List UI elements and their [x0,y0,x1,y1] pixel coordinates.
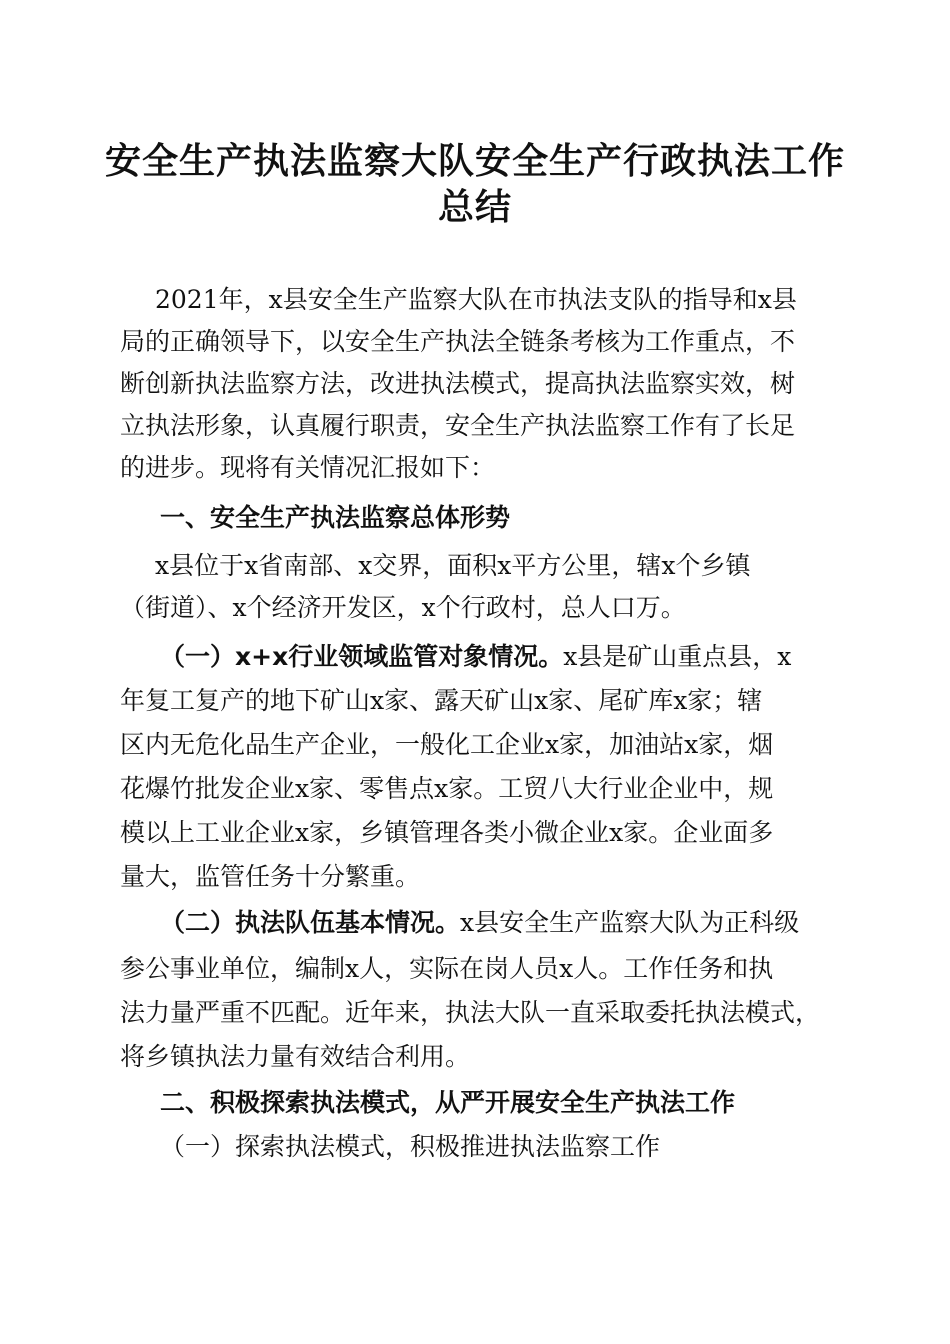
sub-1-line: 年复工复产的地下矿山x家、露天矿山x家、尾矿库x家；辖 [120,686,763,715]
sub-2-lead: （二）执法队伍基本情况。 [160,908,461,937]
intro-line: 断创新执法监察方法，改进执法模式，提高执法监察实效，树 [120,369,796,398]
sub-2-first-line [160,906,799,940]
intro-line: 2021年，x县安全生产监察大队在市执法支队的指导和x县 [155,285,797,314]
section-2-heading: 二、积极探索执法模式，从严开展安全生产执法工作 [160,1088,736,1117]
sub-1-line: 区内无危化品生产企业，一般化工企业x家，加油站x家，烟 [120,730,774,759]
sub-1-line: 模以上工业企业x家，乡镇管理各类小微企业x家。企业面多 [120,818,774,847]
document-title-line-1: 安全生产执法监察大队安全生产行政执法工作 [104,141,845,182]
document-title-line-2: 总结 [437,187,512,228]
sub-1-first-line [160,640,791,674]
sub-1-line: 花爆竹批发企业x家、零售点x家。工贸八大行业企业中，规 [120,774,774,803]
section-1-line: （街道）、x个经济开发区，x个行政村，总人口万。 [120,593,686,622]
sub-1-lead: （一）x+x行业领域监管对象情况。 [160,642,564,671]
section-2-sub-heading: （一）探索执法模式，积极推进执法监察工作 [160,1132,661,1161]
intro-line: 局的正确领导下，以安全生产执法全链条考核为工作重点，不 [120,327,796,356]
sub-1-first-line-rest: x县是矿山重点县，x [563,642,792,671]
sub-2-line: 法力量严重不匹配。近年来，执法大队一直采取委托执法模式， [120,998,821,1027]
section-1-line: x县位于x省南部、x交界，面积x平方公里，辖x个乡镇 [155,551,751,580]
intro-line: 的进步。现将有关情况汇报如下： [120,453,496,482]
sub-2-line: 将乡镇执法力量有效结合利用。 [120,1042,471,1071]
sub-2-first-line-rest: x县安全生产监察大队为正科级 [460,908,800,937]
sub-2-line: 参公事业单位，编制x人，实际在岗人员x人。工作任务和执 [120,954,774,983]
section-1-heading: 一、安全生产执法监察总体形势 [160,503,511,532]
sub-1-line: 量大，监管任务十分繁重。 [120,862,421,891]
intro-line: 立执法形象，认真履行职责，安全生产执法监察工作有了长足 [120,411,796,440]
